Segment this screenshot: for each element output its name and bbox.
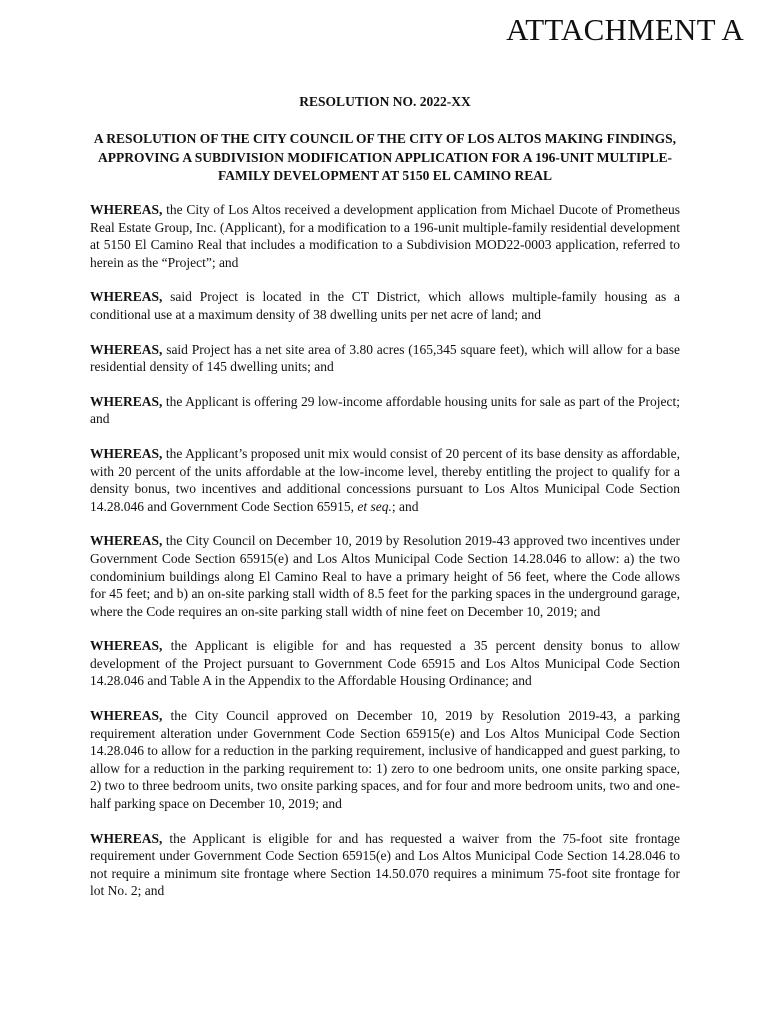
whereas-paragraph-7 (90, 637, 680, 690)
resolution-title: A RESOLUTION OF THE CITY COUNCIL OF THE CITY OF LOS ALTOS MAKING FINDINGS, APPROVING A SUBDIVISION MODIFICATION APPLICATION FOR A 196-UNIT MULTIPLE-FAMILY DEVELOPMENT AT 5150 EL CAMINO REAL (93, 131, 677, 183)
whereas-paragraph-8 (90, 707, 680, 813)
paragraph-text: the City Council on December 10, 2019 by Resolution 2019-43 approved two incentives under Government Code Section 65915(e) and Los Altos Municipal Code Section 14.28.046 to allow: a) the two condominium buildings along El Camino Real to have a primary height of 56 feet, where the Code allows for 45 feet; and b) an on-site parking stall width of 8.5 feet for the parking spaces in the underground garage, where the Code requires an on-site parking stall width of nine feet on December 10, 2019; and (90, 533, 680, 619)
whereas-lead: WHEREAS, (90, 638, 163, 654)
paragraph-text: the Applicant is eligible for and has requested a 35 percent density bonus to allow development of the Project pursuant to Government Code 65915 and Los Altos Municipal Code Section 14.28.046 and Table A in the Appendix to the Affordable Housing Ordinance; and (90, 638, 680, 689)
whereas-paragraph-3 (90, 341, 680, 376)
whereas-lead: WHEREAS, (90, 533, 163, 549)
whereas-lead: WHEREAS, (90, 830, 163, 846)
paragraph-text: the City of Los Altos received a development application from Michael Ducote of Prometheus Real Estate Group, Inc. (Applicant), for a modification to a 196-unit multiple-family residential development at 5150 El Camino Real that includes a modification to a Subdivision MOD22-0003 application, referred to herein as the “Project”; and (90, 202, 680, 270)
paragraph-text: the Applicant is offering 29 low-income affordable housing units for sale as part of the Project; and (90, 393, 680, 427)
attachment-heading: ATTACHMENT A (506, 12, 744, 47)
paragraph-text: said Project is located in the CT District, which allows multiple-family housing as a conditional use at a maximum density of 38 dwelling units per net acre of land; and (90, 289, 680, 322)
paragraph-text: the Applicant’s proposed unit mix would consist of 20 percent of its base density as affordable, with 20 percent of the units affordable at the low-income level, thereby entitling the project to qualify for a density bonus, two incentives and additional concessions pursuant to Los Altos Municipal Code Section 14.28.046 and Government Code Section 65915, (90, 445, 680, 514)
whereas-paragraph-6 (90, 532, 680, 620)
whereas-paragraph-5 (90, 445, 680, 515)
whereas-lead: WHEREAS, (90, 289, 163, 305)
paragraph-text: the Applicant is eligible for and has requested a waiver from the 75-foot site frontage requirement under Government Code Section 65915(e) and Los Altos Municipal Code Section 14.28.046 to not require a minimum site frontage where Section 14.50.070 requires a minimum 75-foot site frontage for lot No. 2; and (90, 830, 680, 899)
whereas-paragraph-9 (90, 830, 680, 900)
paragraph-text: said Project has a net site area of 3.80 acres (165,345 square feet), which will allow for a base residential density of 145 dwelling units; and (90, 341, 680, 375)
paragraph-italic-text: et seq. (357, 498, 392, 514)
resolution-body (90, 201, 680, 917)
whereas-lead: WHEREAS, (90, 445, 163, 461)
whereas-lead: WHEREAS, (90, 341, 163, 357)
whereas-lead: WHEREAS, (90, 708, 163, 724)
paragraph-tail-text: ; and (391, 498, 419, 514)
paragraph-text: the City Council approved on December 10, 2019 by Resolution 2019-43, a parking requirement alteration under Government Code Section 65915(e) and Los Altos Municipal Code Section 14.28.046 to allow for a reduction in the parking requirement, inclusive of handicapped and guest parking, to allow for a reduction in the parking requirement to: 1) zero to one bedroom units, one onsite parking space, 2) two to three bedroom units, two onsite parking spaces, and for four and more bedroom units, two and one-half parking space on December 10, 2019; and (90, 708, 680, 812)
whereas-paragraph-4 (90, 393, 680, 428)
whereas-paragraph-1 (90, 201, 680, 271)
resolution-number: RESOLUTION NO. 2022-XX (299, 94, 471, 109)
whereas-lead: WHEREAS, (90, 393, 163, 409)
whereas-paragraph-2 (90, 288, 680, 323)
whereas-lead: WHEREAS, (90, 202, 163, 217)
